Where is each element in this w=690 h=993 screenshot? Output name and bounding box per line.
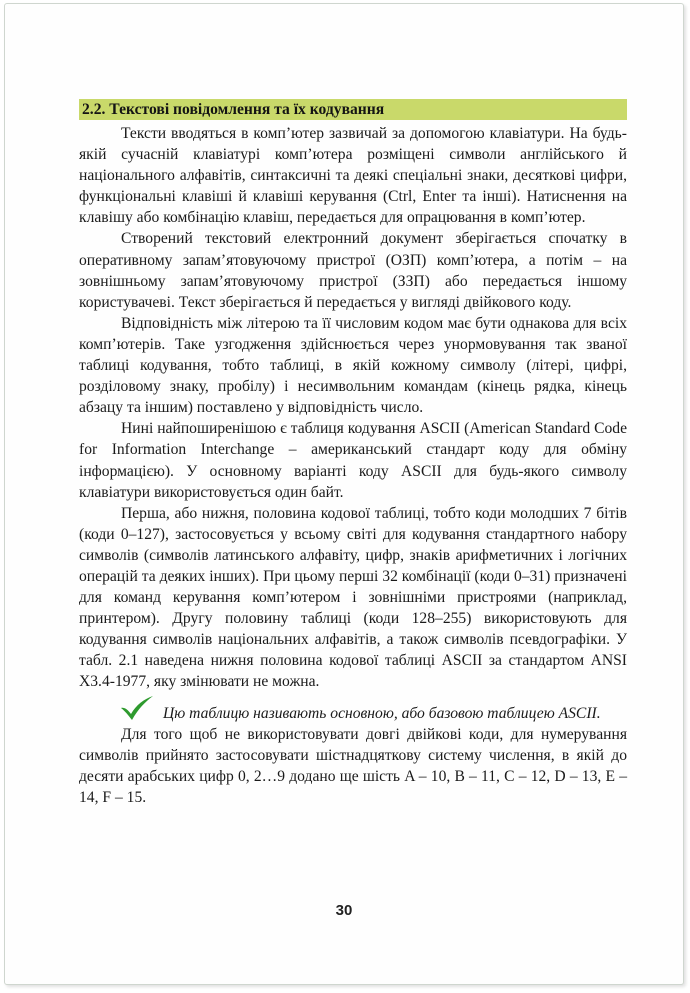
paragraph-hexadecimal: Для того щоб не використовувати довгі двійкові коди, для нумерування символів прийнято застосовувати шістнадцяткову систему числення, в якій до десяти арабських цифр 0, 2…9 додано ще шість A – 10, B – 11, C – 12, D – 13, E – 14, F – 15. xyxy=(79,725,627,806)
paragraph-document-storage: Створений текстовий електронний документ зберігається спочатку в оперативному запам’ятовуючому пристрої (ОЗП) комп’ютера, а потім – на зовнішньому запам’ятовуючому пристрої (ЗЗП) або передається іншому користувачеві. Текст зберігається й передається у вигляді двійкового коду. xyxy=(79,230,627,311)
page-number: 30 xyxy=(335,902,353,919)
paragraph-encoding-table: Відповідність між літерою та її числовим кодом має бути однакова для всіх комп’ютерів. Таке узгодження здійснюється через унормовування так званої таблиці кодування, тобто таблиці, в якій кожному символу (літері, цифрі, розділовому знаку, пробілу) і несимвольним командам (кінець рядка, кінець абзацу та іншим) поставлено у відповідність число. xyxy=(79,314,627,417)
paragraph-code-halves: Перша, або нижня, половина кодової таблиці, тобто коди молодших 7 бітів (коди 0–127), застосовується у всьому світі для кодування стандартного набору символів (символів латинського алфавіту, цифр, знаків арифметичних і логічних операцій та деяких інших). При цьому перші 32 комбінації (коди 0–31) призначені для команд керування комп’ютером і зовнішніми пристроями (наприклад, принтером). Другу половину таблиці (коди 128–255) використовують для кодування символів національних алфавітів, а також символів псевдографіки. У табл. 2.1 наведена нижня половина кодової таблиці ASCII за стандартом ANSI X3.4-1977, яку змінювати не можна. xyxy=(79,504,627,691)
note-text: Цю таблицю називають основною, або базовою таблицею ASCII. xyxy=(163,704,601,722)
paragraph-ascii: Нині найпоширенішою є таблиця кодування ASCII (American Standard Code for Information Interchange – американський стандарт коду для обміну інформацією). У основному варіанті коду ASCII для будь-якого символу клавіатури використовується один байт. xyxy=(79,420,627,501)
checkmark-icon xyxy=(119,695,155,721)
paragraph-keyboard-input: Тексти вводяться в комп’ютер зазвичай за допомогою клавіатури. На будь-якій сучасній клавіатурі комп’ютера розміщені символи англійського й національного алфавітів, синтаксичні та деякі спеціальні знаки, десяткові цифри, функціональні клавіші й клавіші керування (Ctrl, Enter та інші). Натиснення на клавішу або комбінацію клавіш, передається для опрацювання в комп’ютер. xyxy=(79,125,627,227)
section-title: 2.2. Текстові повідомлення та їх кодування xyxy=(79,99,627,120)
note-callout xyxy=(79,695,627,724)
page-content xyxy=(79,99,627,808)
book-page xyxy=(4,3,684,985)
